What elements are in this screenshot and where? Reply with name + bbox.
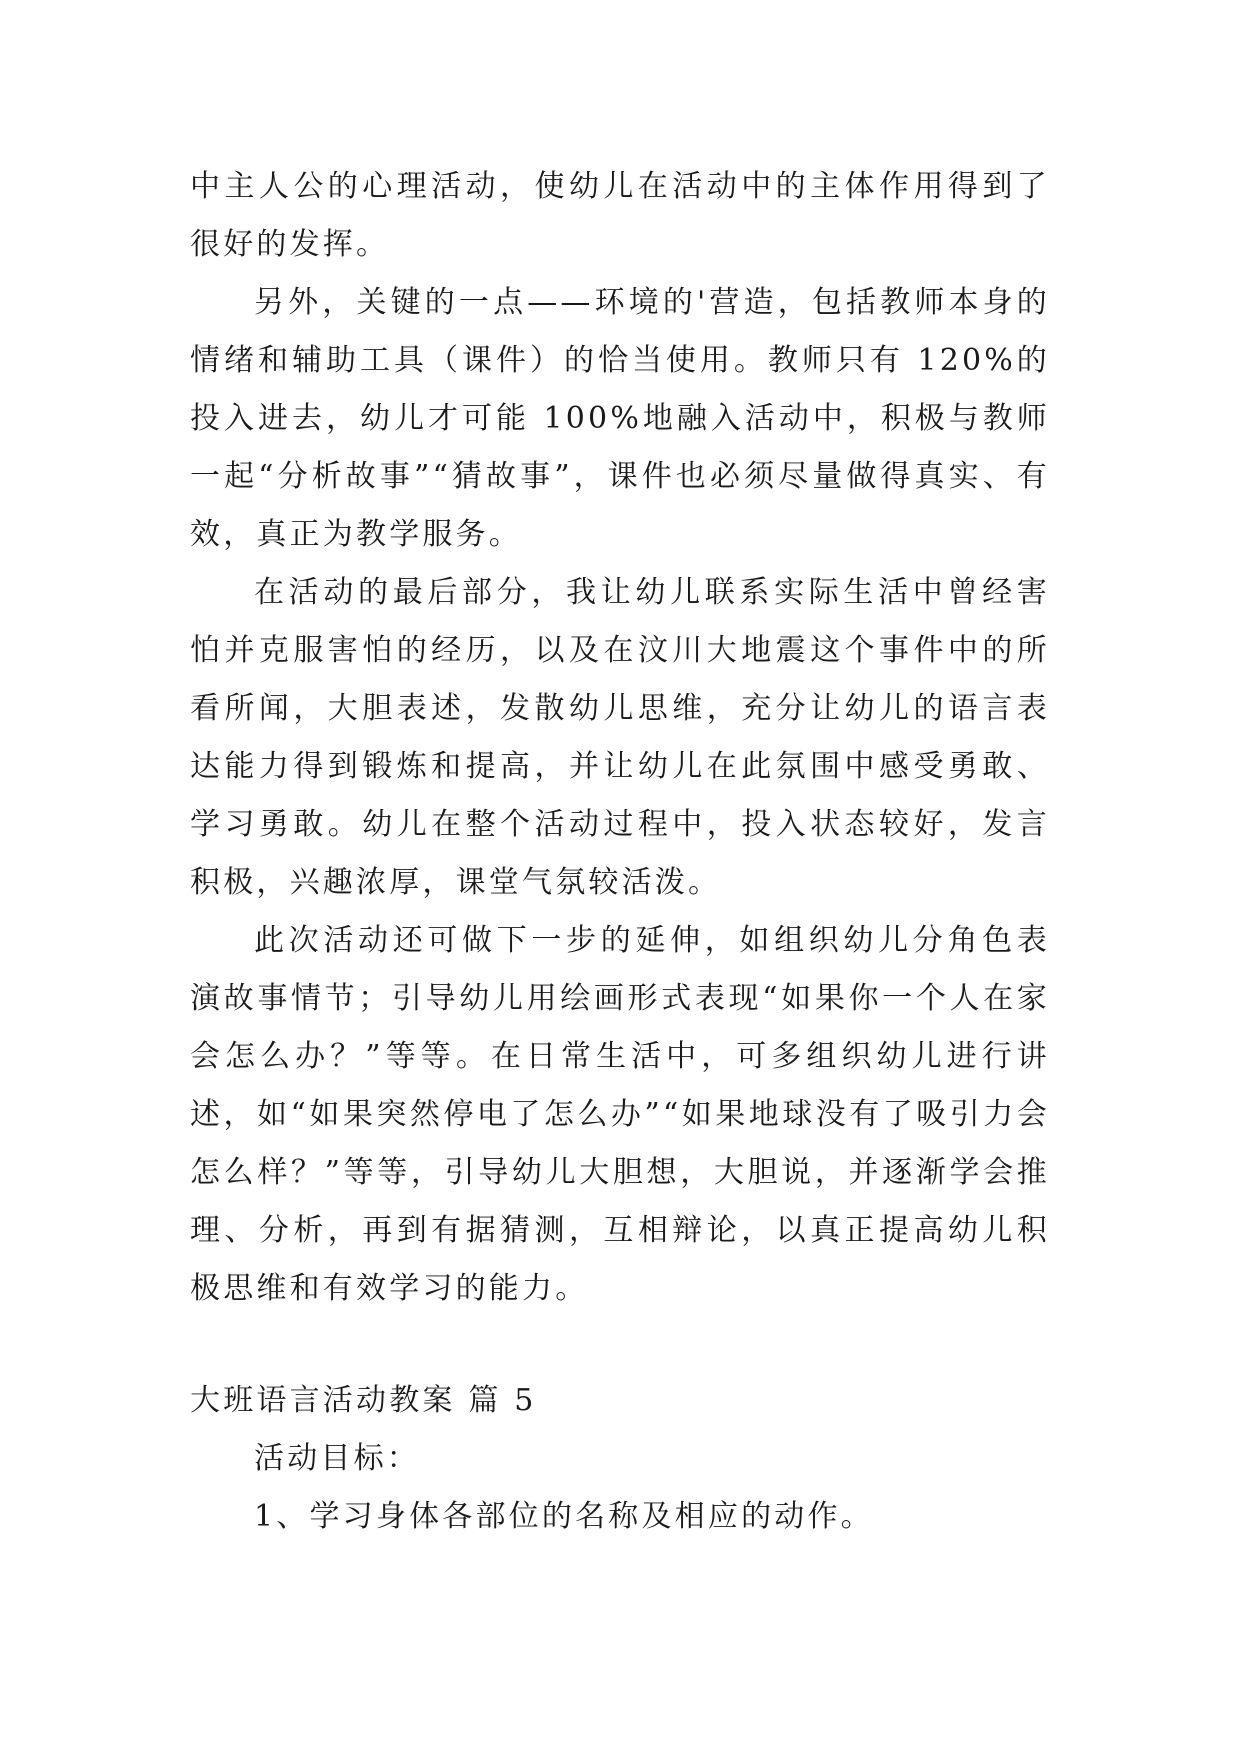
activity-goal-label: 活动目标： (254, 1441, 420, 1476)
activity-goal-item-1: 1、学习身体各部位的名称及相应的动作。 (254, 1499, 874, 1534)
document-body (190, 158, 1050, 1546)
paragraph-continuation: 中主人公的心理活动，使幼儿在活动中的主体作用得到了很好的发挥。 (190, 169, 1050, 262)
paragraph-final-part: 在活动的最后部分，我让幼儿联系实际生活中曾经害怕并克服害怕的经历，以及在汶川大地震这个事件中的所看所闻，大胆表述，发散幼儿思维，充分让幼儿的语言表达能力得到锻炼和提高，并让幼儿在此氛围中感受勇敢、学习勇敢。幼儿在整个活动过程中，投入状态较好，发言积极，兴趣浓厚，课堂气氛较活泼。 (190, 575, 1050, 900)
section-heading: 大班语言活动教案 篇 5 (190, 1383, 537, 1418)
paragraph-extension: 此次活动还可做下一步的延伸，如组织幼儿分角色表演故事情节；引导幼儿用绘画形式表现“如果你一个人在家会怎么办？”等等。在日常生活中，可多组织幼儿进行讲述，如“如果突然停电了怎么办”“如果地球没有了吸引力会怎么样？”等等，引导幼儿大胆想，大胆说，并逐渐学会推理、分析，再到有据猜测，互相辩论，以真正提高幼儿积极思维和有效学习的能力。 (190, 923, 1050, 1306)
paragraph-environment: 另外，关键的一点——环境的'营造，包括教师本身的情绪和辅助工具（课件）的恰当使用。教师只有 120%的投入进去，幼儿才可能 100%地融入活动中，积极与教师一起“分析故事”“猜故事”，课件也必须尽量做得真实、有效，真正为教学服务。 (190, 285, 1050, 552)
